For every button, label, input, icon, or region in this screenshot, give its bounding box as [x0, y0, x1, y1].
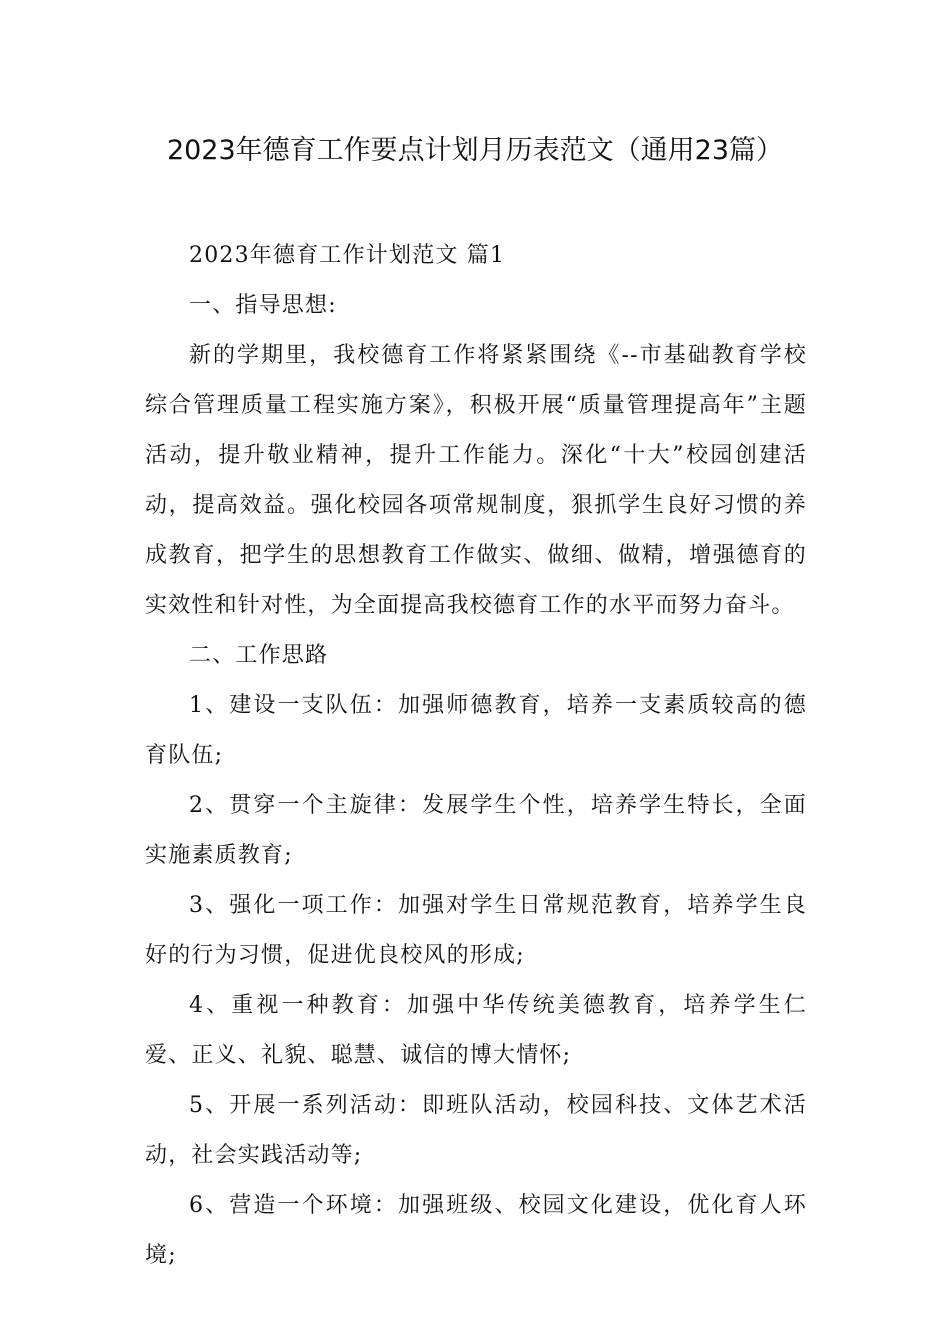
- list-item: 4、重视一种教育：加强中华传统美德教育，培养学生仁爱、正义、礼貌、聪慧、诚信的博大情怀;: [145, 993, 807, 1068]
- article-heading: 2023年德育工作计划范文 篇1: [189, 243, 506, 268]
- list-item: 5、开展一系列活动：即班队活动，校园科技、文体艺术活动，社会实践活动等;: [145, 1093, 807, 1168]
- list-item: 1、建设一支队伍：加强师德教育，培养一支素质较高的德育队伍;: [145, 693, 807, 768]
- list-item: 6、营造一个环境：加强班级、校园文化建设，优化育人环境;: [145, 1193, 807, 1268]
- list-item: 2、贯穿一个主旋律：发展学生个性，培养学生特长，全面实施素质教育;: [145, 793, 807, 868]
- document-body: [145, 231, 807, 1281]
- section-heading-guiding-ideology: 一、指导思想:: [189, 293, 337, 318]
- body-paragraph: 新的学期里，我校德育工作将紧紧围绕《--市基础教育学校综合管理质量工程实施方案》，积极开展“质量管理提高年”主题活动，提升敬业精神，提升工作能力。深化“十大”校园创建活动，提高效益。强化校园各项常规制度，狠抓学生良好习惯的养成教育，把学生的思想教育工作做实、做细、做精，增强德育的实效性和针对性，为全面提高我校德育工作的水平而努力奋斗。: [145, 343, 807, 618]
- list-item: 3、强化一项工作：加强对学生日常规范教育，培养学生良好的行为习惯，促进优良校风的形成;: [145, 893, 807, 968]
- section-heading-work-approach: 二、工作思路: [189, 643, 329, 668]
- document-title: 2023年德育工作要点计划月历表范文（通用23篇）: [166, 135, 784, 166]
